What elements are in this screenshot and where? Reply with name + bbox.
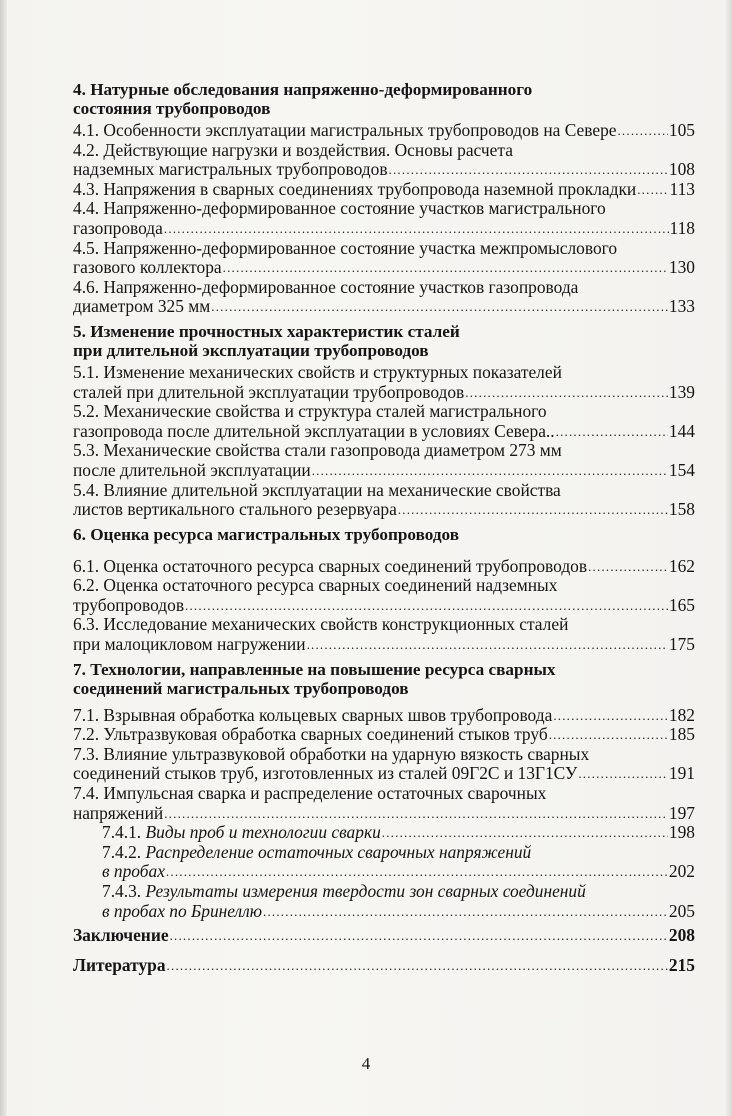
leader-dots [167,956,668,976]
toc-entry[interactable] [73,615,695,654]
section-heading-line: при длительной эксплуатации трубопроводов [73,340,429,360]
toc-entry[interactable] [73,402,695,441]
page-right-edge [726,0,732,1116]
toc-entry[interactable] [73,706,695,726]
toc-page-number: 158 [668,499,695,520]
section-heading-line: соединений магистральных трубопроводов [73,678,409,698]
leader-dots [170,926,668,946]
leader-dots [465,383,668,403]
toc-entry[interactable] [73,557,695,577]
leader-dots [556,422,668,442]
toc-entry-text: после длительной эксплуатации [73,459,311,480]
toc-subentry-text: Виды проб и технологии сварки [145,822,381,843]
toc-page-number: 185 [668,724,695,745]
section-heading-line: состояния трубопроводов [73,99,271,118]
leader-dots [166,862,668,882]
toc-page-number: 113 [669,178,695,199]
toc-entry[interactable] [73,481,695,520]
toc-entry-text: 4.4. Напряженно-деформированное состояние участков магистрального [73,198,606,219]
leader-dots [263,902,668,922]
section-heading-line: 5. Изменение прочностных характеристик сталей [73,321,460,341]
leader-dots [637,180,668,200]
toc-entry-text: трубопроводов [73,594,185,615]
leader-dots [164,804,668,824]
toc-entry-text: 7.2. Ультразвуковая обработка сварных соединений стыков труб [73,724,548,745]
leader-dots [578,764,668,784]
table-of-contents [73,80,695,975]
toc-page-number: 208 [668,925,695,946]
leader-dots [398,500,668,520]
toc-entry-text: листов вертикального стального резервуара [73,499,397,520]
toc-entry-text: надземных магистральных трубопроводов [73,159,388,180]
toc-entry[interactable] [73,784,695,823]
toc-page-number: 182 [668,704,695,725]
toc-entry[interactable] [73,199,695,238]
toc-entry-text: газопровода после длительной эксплуатации в условиях Севера.. [73,420,555,441]
toc-subentry[interactable] [73,823,695,843]
toc-page-number: 202 [668,861,695,882]
toc-page-number: 154 [668,459,695,480]
toc-entry-text: 5.3. Механические свойства стали газопровода диаметром 273 мм [73,440,562,461]
toc-entry-text: 5.2. Механические свойства и структура сталей магистрального [73,401,547,422]
leader-dots [223,258,668,278]
toc-page-number: 215 [668,954,695,975]
toc-entry-text: Заключение [73,925,169,946]
toc-entry-text: 5.1. Изменение механических свойств и структурных показателей [73,361,562,382]
toc-entry-text: 4.6. Напряженно-деформированное состояние участков газопровода [73,276,579,297]
toc-entry[interactable] [73,745,695,784]
toc-entry-text: соединений стыков труб, изготовленных из сталей 09Г2С и 13Г1СУ [73,763,578,784]
toc-entry-text: 7.4. Импульсная сварка и распределение остаточных сварочных [73,783,547,804]
toc-entry-text: 4.3. Напряжения в сварных соединениях трубопровода наземной прокладки [73,178,637,199]
toc-entry-text: 6.3. Исследование механических свойств конструкционных сталей [73,614,569,635]
toc-entry[interactable] [73,121,695,141]
toc-entry-text: 4.2. Действующие нагрузки и воздействия. Основы расчета [73,139,513,160]
toc-entry[interactable] [73,278,695,317]
toc-entry-text: 7.3. Влияние ультразвуковой обработки на ударную вязкость сварных [73,743,590,764]
toc-entry[interactable] [73,363,695,402]
leader-dots [164,219,669,239]
toc-subentry-text: в пробах по Бринеллю [102,900,262,921]
leader-dots [185,596,668,616]
leader-dots [617,121,667,141]
section-heading-line: 7. Технологии, направленные на повышение ресурса сварных [73,659,556,679]
toc-subentry-text: Распределение остаточных сварочных напряжений [145,841,532,862]
section-heading-line: 6. Оценка ресурса магистральных трубопроводов [73,524,459,544]
toc-entry-literature[interactable] [73,956,695,976]
section-heading [73,525,695,544]
toc-page-number: 175 [668,634,695,655]
toc-subentry[interactable] [73,843,695,882]
toc-entry-text: диаметром 325 мм [73,296,211,317]
section-heading-line: 4. Натурные обследования напряженно-деформированного [73,80,533,99]
page-left-edge [0,0,7,1116]
toc-page-number: 197 [668,802,695,823]
page-number: 4 [361,1054,371,1073]
leader-dots [211,297,668,317]
toc-page-number: 118 [669,217,695,238]
toc-entry[interactable] [73,725,695,745]
toc-page-number: 108 [668,159,695,180]
toc-subentry-number: 7.4.1. [102,822,142,843]
toc-page-number: 191 [668,763,695,784]
toc-entry-text: Литература [73,954,166,975]
toc-entry[interactable] [73,239,695,278]
toc-entry-text: напряжений [73,802,164,823]
toc-entry-text: 5.4. Влияние длительной эксплуатации на механические свойства [73,479,561,500]
toc-subentry-number: 7.4.2. [102,841,142,862]
toc-subentry-number: 7.4.3. [102,881,142,901]
toc-entry-text: сталей при длительной эксплуатации трубопроводов [73,381,465,402]
toc-page-number: 144 [668,420,695,441]
toc-entry-text: газопровода [73,217,163,238]
leader-dots [307,635,668,655]
toc-entry[interactable] [73,576,695,615]
leader-dots [549,725,668,745]
toc-page-number: 139 [668,381,695,402]
toc-entry-text: газового коллектора [73,257,222,278]
toc-page-number: 105 [668,120,695,140]
leader-dots [553,706,668,726]
leader-dots [312,461,668,481]
toc-page-number: 162 [668,555,695,576]
toc-entry-text: 4.5. Напряженно-деформированное состояние участка межпромыслового [73,237,618,258]
section-heading [73,80,695,118]
toc-page-number: 198 [668,822,695,843]
toc-entry-text: при малоцикловом нагружении [73,634,306,655]
toc-entry-conclusion[interactable] [73,926,695,946]
leader-dots [382,823,668,843]
toc-entry[interactable] [73,141,695,180]
toc-subentry-text: в пробах [102,861,165,882]
toc-entry-text: 6.2. Оценка остаточного ресурса сварных соединений надземных [73,575,558,596]
toc-page-number: 165 [668,594,695,615]
toc-page-number: 133 [668,296,695,317]
toc-entry[interactable] [73,441,695,480]
section-heading [73,322,695,360]
toc-subentry-text: Результаты измерения твердости зон сварных соединений [145,881,586,901]
toc-entry-text: 4.1. Особенности эксплуатации магистральных трубопроводов на Севере [73,120,617,140]
toc-page-number: 130 [668,257,695,278]
toc-subentry[interactable] [73,882,695,921]
leader-dots [588,557,668,577]
toc-page-number: 205 [668,900,695,921]
toc-entry-text: 6.1. Оценка остаточного ресурса сварных соединений трубопроводов [73,555,588,576]
leader-dots [389,160,668,180]
toc-entry[interactable] [73,180,695,200]
toc-entry-text: 7.1. Взрывная обработка кольцевых сварных швов трубопровода [73,704,553,725]
section-heading [73,660,695,698]
